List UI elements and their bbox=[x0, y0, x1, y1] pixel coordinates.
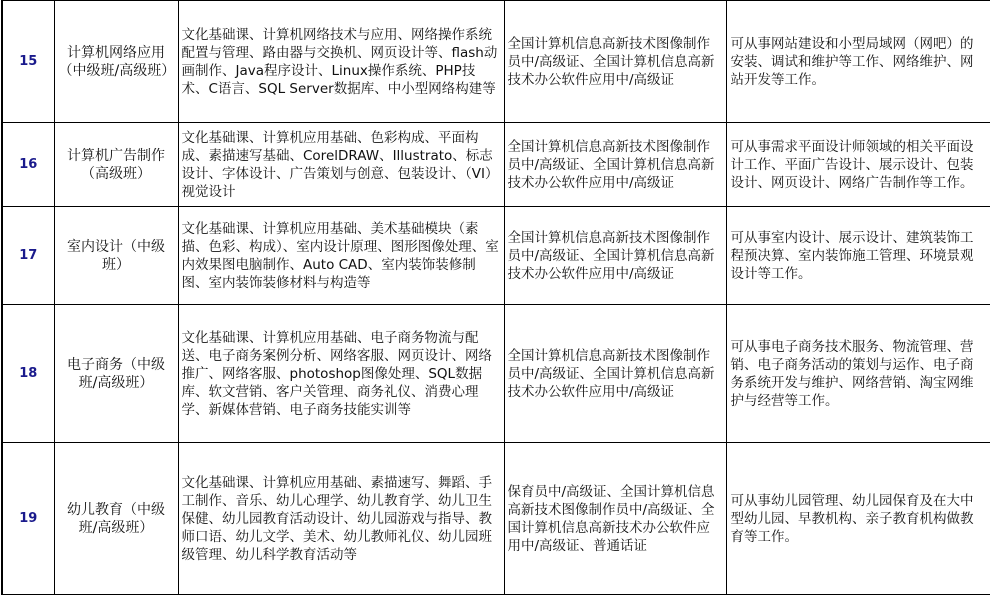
course-list: 文化基础课、计算机应用基础、素描速写、舞蹈、手工制作、音乐、幼儿心理学、幼儿教育学、幼儿卫生保健、幼儿园教育活动设计、幼儿园游戏与指导、教师口语、幼儿文学、美术、幼儿教师礼仪、幼儿园班级管理、幼儿科学教育活动等 bbox=[178, 443, 504, 595]
row-number: 17 bbox=[2, 207, 54, 305]
employment-description: 可从事幼儿园管理、幼儿园保育及在大中型幼儿园、早教机构、亲子教育机构做教育等工作。 bbox=[726, 443, 990, 595]
row-number: 18 bbox=[2, 305, 54, 443]
majors-table bbox=[1, 0, 990, 595]
table-row bbox=[2, 443, 990, 595]
course-list: 文化基础课、计算机应用基础、色彩构成、平面构成、素描速写基础、CorelDRAW、Illustrato、标志设计、字体设计、广告策划与创意、包装设计、（VI）视觉设计 bbox=[178, 123, 504, 207]
major-name: 计算机广告制作（高级班） bbox=[54, 123, 178, 207]
employment-description: 可从事网站建设和小型局域网（网吧）的安装、调试和维护等工作、网络维护、网站开发等工作。 bbox=[726, 1, 990, 123]
table-row bbox=[2, 207, 990, 305]
major-name: 计算机网络应用（中级班/高级班） bbox=[54, 1, 178, 123]
table-row bbox=[2, 305, 990, 443]
major-name: 幼儿教育（中级班/高级班） bbox=[54, 443, 178, 595]
course-list: 文化基础课、计算机应用基础、电子商务物流与配送、电子商务案例分析、网络客服、网页设计、网络推广、网络客服、photoshop图像处理、SQL数据库、软文营销、客户关管理、商务礼仪、消费心理学、新媒体营销、电子商务技能实训等 bbox=[178, 305, 504, 443]
employment-description: 可从事电子商务技术服务、物流管理、营销、电子商务活动的策划与运作、电子商务系统开发与维护、网络营销、淘宝网维护与经营等工作。 bbox=[726, 305, 990, 443]
major-name: 电子商务（中级班/高级班） bbox=[54, 305, 178, 443]
row-number: 15 bbox=[2, 1, 54, 123]
course-list: 文化基础课、计算机应用基础、美术基础模块（素描、色彩、构成）、室内设计原理、图形图像处理、室内效果图电脑制作、Auto CAD、室内装饰装修制图、室内装饰装修材料与构造等 bbox=[178, 207, 504, 305]
certificate-list: 保育员中/高级证、全国计算机信息高新技术图像制作员中/高级证、全国计算机信息高新技术办公软件应用中/高级证、普通话证 bbox=[504, 443, 726, 595]
table-row bbox=[2, 1, 990, 123]
employment-description: 可从事需求平面设计师领域的相关平面设计工作、平面广告设计、展示设计、包装设计、网页设计、网络广告制作等工作。 bbox=[726, 123, 990, 207]
course-list: 文化基础课、计算机网络技术与应用、网络操作系统配置与管理、路由器与交换机、网页设计等、flash动画制作、Java程序设计、Linux操作系统、PHP技术、C语言、SQL Server数据库、中小型网络构建等 bbox=[178, 1, 504, 123]
certificate-list: 全国计算机信息高新技术图像制作员中/高级证、全国计算机信息高新技术办公软件应用中/高级证 bbox=[504, 1, 726, 123]
certificate-list: 全国计算机信息高新技术图像制作员中/高级证、全国计算机信息高新技术办公软件应用中/高级证 bbox=[504, 123, 726, 207]
major-name: 室内设计（中级班） bbox=[54, 207, 178, 305]
employment-description: 可从事室内设计、展示设计、建筑装饰工程预决算、室内装饰施工管理、环境景观设计等工作。 bbox=[726, 207, 990, 305]
certificate-list: 全国计算机信息高新技术图像制作员中/高级证、全国计算机信息高新技术办公软件应用中/高级证 bbox=[504, 305, 726, 443]
row-number: 16 bbox=[2, 123, 54, 207]
table-row bbox=[2, 123, 990, 207]
certificate-list: 全国计算机信息高新技术图像制作员中/高级证、全国计算机信息高新技术办公软件应用中/高级证 bbox=[504, 207, 726, 305]
row-number: 19 bbox=[2, 443, 54, 595]
